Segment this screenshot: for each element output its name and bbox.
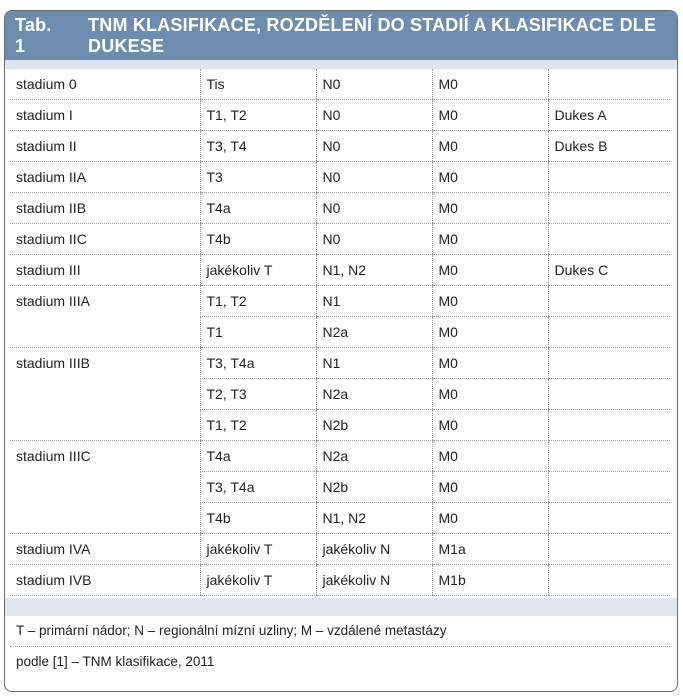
t-cell: T4a — [200, 441, 316, 472]
dukes-cell — [548, 565, 670, 596]
dukes-cell: Dukes A — [548, 100, 670, 131]
m-cell: M0 — [432, 69, 548, 100]
n-cell: jakékoliv N — [316, 565, 432, 596]
n-cell: N0 — [316, 69, 432, 100]
m-cell: M0 — [432, 441, 548, 472]
t-cell: T3, T4a — [200, 348, 316, 379]
t-cell: T4b — [200, 224, 316, 255]
n-cell: N2a — [316, 441, 432, 472]
stage-cell — [10, 503, 200, 534]
dukes-cell — [548, 286, 670, 317]
t-cell: T2, T3 — [200, 379, 316, 410]
table-row — [10, 286, 670, 317]
n-cell: N2a — [316, 317, 432, 348]
m-cell: M0 — [432, 193, 548, 224]
table-row — [10, 503, 670, 534]
t-cell: jakékoliv T — [200, 565, 316, 596]
t-cell: T3, T4a — [200, 472, 316, 503]
t-cell: jakékoliv T — [200, 255, 316, 286]
dukes-cell — [548, 317, 670, 348]
legend-note: T – primární nádor; N – regionální mízní uzliny; M – vzdálené metastázy — [10, 616, 670, 647]
stage-cell: stadium II — [10, 131, 200, 162]
stage-cell: stadium IIC — [10, 224, 200, 255]
n-cell: N0 — [316, 100, 432, 131]
stage-cell: stadium IIIB — [16, 355, 90, 371]
m-cell: M0 — [432, 317, 548, 348]
table-row — [10, 255, 670, 286]
table-notes — [10, 616, 670, 677]
stage-cell — [10, 472, 200, 503]
dukes-cell — [548, 472, 670, 503]
table-row — [10, 162, 670, 193]
t-cell: Tis — [200, 69, 316, 100]
source-note: podle [1] – TNM klasifikace, 2011 — [16, 654, 215, 669]
dukes-cell — [548, 193, 670, 224]
m-cell: M0 — [432, 379, 548, 410]
dukes-cell — [548, 224, 670, 255]
t-cell: T3, T4 — [200, 131, 316, 162]
table-row — [10, 193, 670, 224]
table-row — [10, 441, 670, 472]
m-cell: M0 — [432, 131, 548, 162]
stage-cell: stadium III — [10, 255, 200, 286]
stage-cell: stadium 0 — [10, 69, 200, 100]
dukes-cell — [548, 503, 670, 534]
table-title: TNM KLASIFIKACE, ROZDĚLENÍ DO STADIÍ A KLASIFIKACE DLE DUKESE — [88, 14, 657, 56]
n-cell: N0 — [316, 193, 432, 224]
m-cell: M0 — [432, 224, 548, 255]
n-cell: N1, N2 — [316, 255, 432, 286]
table-row — [10, 565, 670, 596]
n-cell: N0 — [316, 224, 432, 255]
t-cell: T1, T2 — [200, 410, 316, 441]
n-cell: N2b — [316, 472, 432, 503]
dukes-cell — [548, 379, 670, 410]
n-cell: N1 — [316, 286, 432, 317]
tnm-table-body — [10, 69, 670, 596]
n-cell: N0 — [316, 131, 432, 162]
n-cell: N2b — [316, 410, 432, 441]
dukes-cell — [548, 348, 670, 379]
stage-cell — [10, 317, 200, 348]
table-row — [10, 69, 670, 100]
n-cell: N2a — [316, 379, 432, 410]
m-cell: M0 — [432, 162, 548, 193]
m-cell: M0 — [432, 410, 548, 441]
dukes-cell — [548, 162, 670, 193]
table-row — [10, 348, 670, 379]
t-cell: T3 — [200, 162, 316, 193]
m-cell: M0 — [432, 286, 548, 317]
table-row — [10, 131, 670, 162]
table-frame — [4, 10, 678, 692]
m-cell: M0 — [432, 100, 548, 131]
t-cell: jakékoliv T — [200, 534, 316, 565]
dukes-cell — [548, 69, 670, 100]
m-cell: M1a — [432, 534, 548, 565]
table-row — [10, 224, 670, 255]
n-cell: N1, N2 — [316, 503, 432, 534]
m-cell: M0 — [432, 348, 548, 379]
dukes-cell — [548, 441, 670, 472]
stage-cell: stadium IIIA — [16, 293, 90, 309]
dukes-cell: Dukes B — [548, 131, 670, 162]
stage-cell: stadium IIA — [10, 162, 200, 193]
footer-band — [5, 598, 677, 616]
stage-cell: stadium I — [10, 100, 200, 131]
stage-cell — [10, 410, 200, 441]
stage-cell: stadium IVA — [10, 534, 200, 565]
tnm-table — [10, 69, 670, 596]
header-band — [5, 60, 677, 69]
table-row — [10, 379, 670, 410]
m-cell: M0 — [432, 503, 548, 534]
table-row — [10, 317, 670, 348]
stage-cell: stadium IVB — [10, 565, 200, 596]
t-cell: T4b — [200, 503, 316, 534]
table-row — [10, 100, 670, 131]
stage-cell — [10, 379, 200, 410]
dukes-cell — [548, 410, 670, 441]
t-cell: T1, T2 — [200, 286, 316, 317]
m-cell: M1b — [432, 565, 548, 596]
t-cell: T1, T2 — [200, 100, 316, 131]
table-row — [10, 534, 670, 565]
n-cell: N0 — [316, 162, 432, 193]
t-cell: T1 — [200, 317, 316, 348]
n-cell: N1 — [316, 348, 432, 379]
dukes-cell — [548, 534, 670, 565]
n-cell: jakékoliv N — [316, 534, 432, 565]
stage-cell: stadium IIIC — [16, 448, 91, 464]
table-row — [10, 472, 670, 503]
dukes-cell: Dukes C — [548, 255, 670, 286]
table-number: Tab. 1 — [15, 14, 52, 56]
table-header — [5, 11, 677, 60]
m-cell: M0 — [432, 472, 548, 503]
t-cell: T4a — [200, 193, 316, 224]
m-cell: M0 — [432, 255, 548, 286]
stage-cell: stadium IIB — [10, 193, 200, 224]
table-row — [10, 410, 670, 441]
